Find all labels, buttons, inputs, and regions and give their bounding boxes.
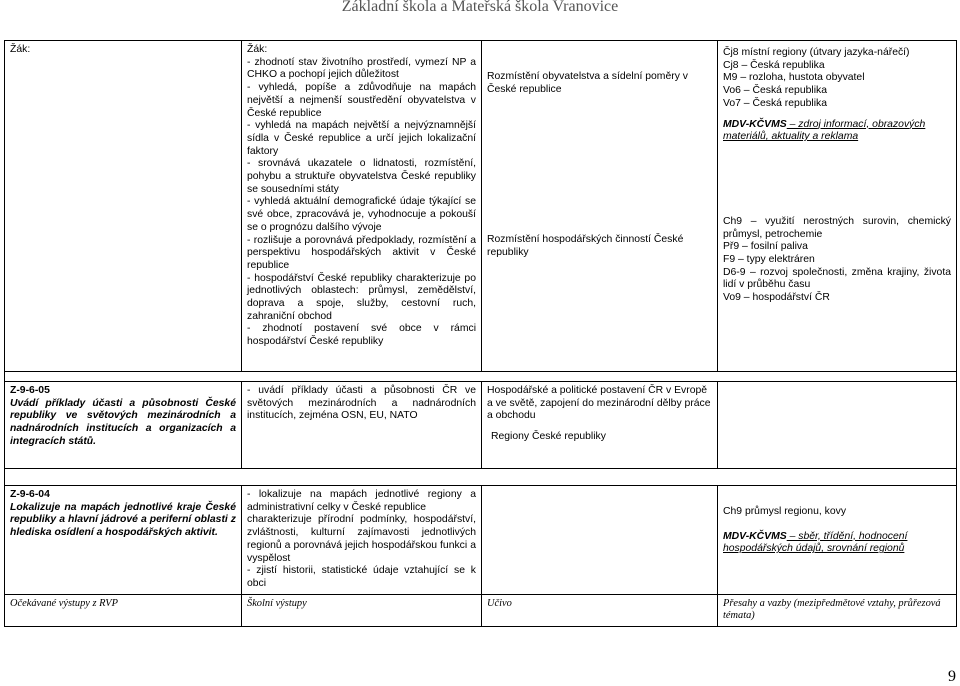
row1-crosslinks-cell [718, 41, 957, 372]
table-row [5, 382, 957, 469]
crosslink-item: F9 – typy elektráren [723, 254, 815, 266]
list-item: - srovnává ukazatele o lidnatosti, rozmístění, pohybu a struktuře obyvatelstva České republiky se sousedními státy [247, 158, 476, 195]
row3-crosslinks-cell [718, 486, 957, 595]
crosslink-item: Př9 – fosilní paliva [723, 241, 808, 253]
table-row [5, 486, 957, 595]
footer-outcomes: Školní výstupy [242, 594, 482, 626]
row3-crosslink-a: Ch9 průmysl regionu, kovy [723, 506, 847, 517]
row2-topic-a: Hospodářské a politické postavení ČR v Evropě a ve světě, zapojení do mezinárodní dělby práce a obchodu [487, 385, 711, 422]
row2-code: Z-9-6-05 [10, 385, 50, 396]
row2-outcomes-cell [242, 382, 482, 469]
row2-rvp-cell [5, 382, 242, 469]
table-row [5, 41, 957, 372]
row3-goal: Lokalizuje na mapách jednotlivé kraje České republiky a hlavní jádrové a periferní oblasti z hlediska osídlení a hospodářských aktivit. [10, 501, 236, 539]
row2-goal: Uvádí příklady účasti a působnosti České republiky ve světových mezinárodních a nadnárodních institucích a organizacích a integracích států. [10, 397, 236, 447]
list-item: - zjistí historii, statistické údaje vztahující se k obci [247, 565, 476, 589]
list-item: - vyhledá aktuální demografické údaje týkající se své obce, zpracovává je, vyhodnocuje a pokouší se o prognózu dalšího vývoje [247, 196, 476, 233]
crosslink-item: Cj8 – Česká republika [723, 59, 825, 71]
mdv-label: MDV-KČVMS [723, 118, 787, 130]
table-footer-row [5, 594, 957, 626]
page-header-title: Základní škola a Mateřská škola Vranovice [341, 0, 619, 15]
row1-outcomes-list [247, 57, 476, 349]
mdv-text: – sběr, třídění, hodnocení hospodářských údajů, srovnání regionů [723, 530, 908, 555]
list-item: - vyhledá, popíše a zdůvodňuje na mapách největší a nejmenší soustředění obyvatelstva v České republice [247, 82, 476, 119]
row3-outcomes-list [247, 489, 476, 591]
footer-crosslinks: Přesahy a vazby (mezipředmětové vztahy, průřezová témata) [718, 594, 957, 626]
row1-outcomes-lead: Žák: [247, 44, 268, 55]
crosslink-item: Vo7 – Česká republika [723, 97, 827, 109]
row3-rvp-cell [5, 486, 242, 595]
row3-outcomes-cell [242, 486, 482, 595]
row1-rvp-label: Žák: [10, 44, 31, 55]
crosslink-item: Vo6 – Česká republika [723, 85, 827, 97]
row2-crosslinks-cell [718, 382, 957, 469]
list-item: - zhodnotí stav životního prostředí, vymezí NP a CHKO a pochopí jejich důležitost [247, 56, 476, 81]
mdv-label: MDV-KČVMS [723, 530, 787, 542]
footer-topic: Učivo [482, 594, 718, 626]
row1-crosslinks-b [723, 216, 951, 305]
row2-topic-cell [482, 382, 718, 469]
row1-crosslinks-a [723, 47, 951, 111]
row3-code: Z-9-6-04 [10, 489, 50, 500]
row3-mdv-note [723, 531, 951, 556]
curriculum-table [4, 40, 957, 627]
list-item: - rozlišuje a porovnává předpoklady, rozmístění a perspektivu hospodářských aktivit v České republice [247, 234, 476, 271]
crosslink-item: M9 – rozloha, hustota obyvatel [723, 72, 865, 84]
row1-rvp-cell [5, 41, 242, 372]
list-item: charakterizuje přírodní podmínky, hospodářství, zvláštnosti, kulturní zajímavosti jednotlivých regionů a porovnává jejich hospodářskou funkci a vyspělost [247, 514, 476, 564]
page-number: 9 [948, 668, 956, 685]
list-item: - zhodnotí postavení své obce v rámci hospodářství České republiky [247, 323, 476, 348]
row1-topic-b: Rozmístění hospodářských činností České republiky [487, 234, 684, 259]
row3-topic-cell [482, 486, 718, 595]
crosslink-item: Vo9 – hospodářství ČR [723, 292, 830, 304]
crosslink-item: Čj8 místní regiony (útvary jazyka-nářečí) [723, 47, 910, 58]
list-item: - lokalizuje na mapách jednotlivé regiony a administrativní celky v České republice [247, 489, 476, 513]
row1-outcomes-cell [242, 41, 482, 372]
row1-topic-cell [482, 41, 718, 372]
mdv-text: – zdroj informací, obrazových materiálů, aktuality a reklama [723, 118, 926, 143]
row1-mdv-note [723, 119, 951, 144]
footer-rvp: Očekávané výstupy z RVP [5, 594, 242, 626]
row2-outcome: - uvádí příklady účasti a působnosti ČR ve světových mezinárodních a nadnárodních institucích, zejména OSN, EU, NATO [247, 385, 476, 422]
list-item: - vyhledá na mapách největší a nejvýznamnější sídla v České republice a určí jejich lokalizační faktory [247, 120, 476, 157]
list-item: - hospodářství České republiky charakterizuje po jednotlivých oblastech: průmysl, zemědělství, doprava a spoje, služby, cestovní ruch, zahraniční obchod [247, 272, 476, 322]
crosslink-item: D6-9 – rozvoj společnosti, změna krajiny, života lidí v průběhu času [723, 266, 951, 291]
row2-topic-b: Regiony České republiky [491, 431, 606, 443]
crosslink-item: Ch9 – využití nerostných surovin, chemický průmysl, petrochemie [723, 215, 951, 240]
row1-topic-a: Rozmístění obyvatelstva a sídelní poměry v České republice [487, 71, 688, 95]
